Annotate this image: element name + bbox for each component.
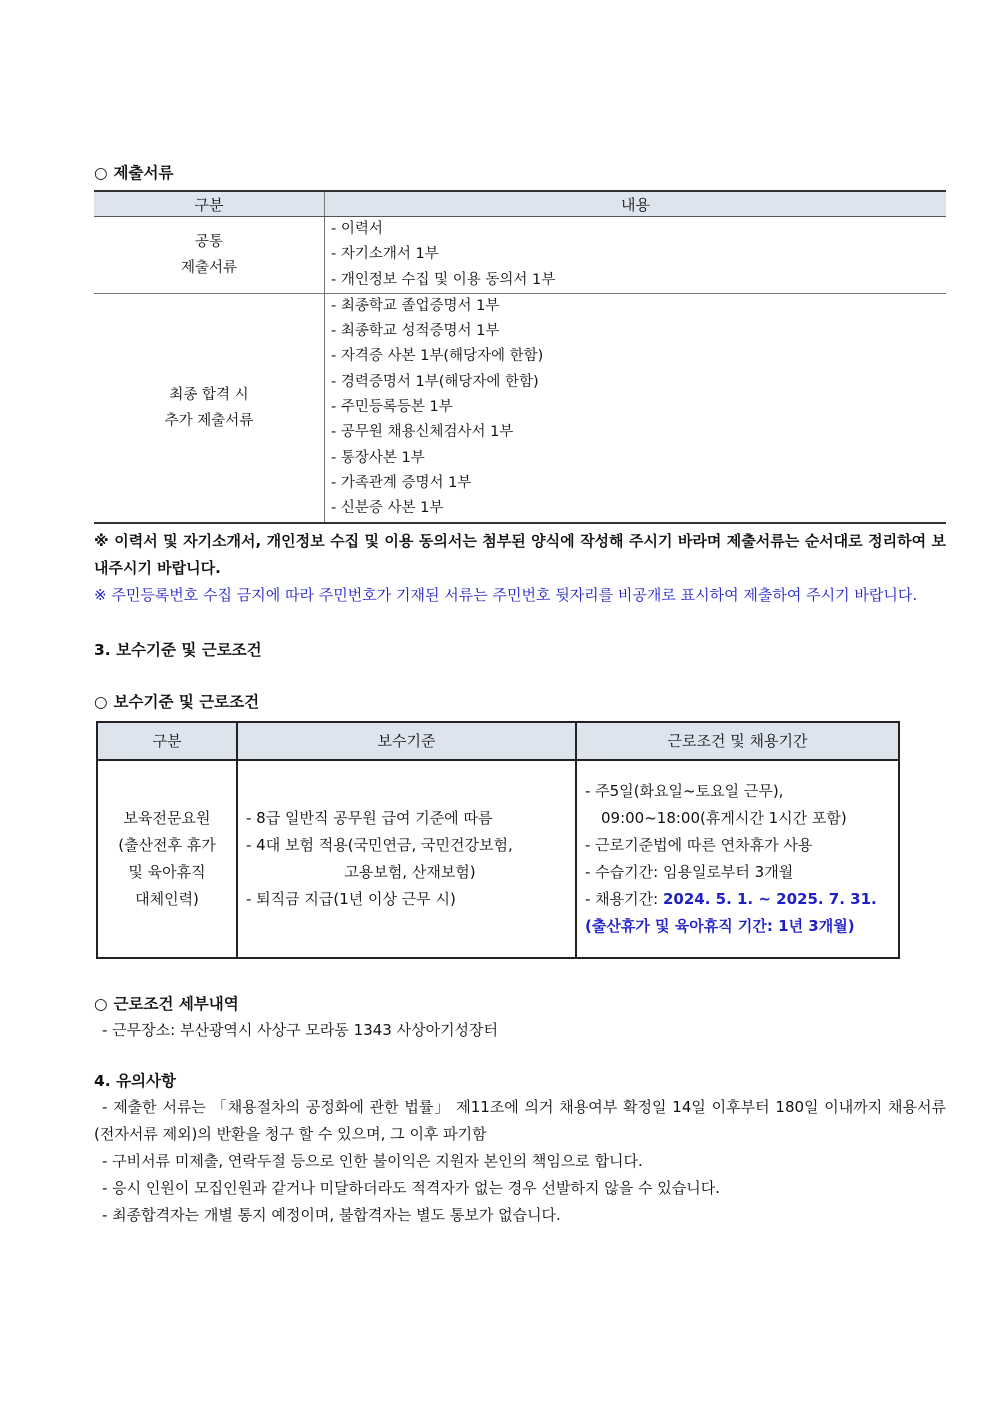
list-item: - 최종학교 졸업증명서 1부 — [331, 297, 500, 314]
period-note: (출산휴가 및 육아휴직 기간: 1년 3개월) — [585, 916, 855, 935]
condition-line: - 주5일(화요일~토요일 근무), — [585, 781, 784, 800]
table-header: 내용 — [325, 191, 947, 217]
submission-documents-table — [94, 190, 946, 524]
category-line: 보육전문요원 — [123, 808, 211, 827]
list-item: - 구비서류 미제출, 연락두절 등으로 인한 불이익은 지원자 본인의 책임으로 합니다. — [102, 1151, 643, 1170]
condition-line: - 근로기준법에 따른 연차휴가 사용 — [585, 835, 813, 854]
pay-line: - 8급 일반직 공무원 급여 기준에 따름 — [246, 808, 493, 827]
work-place: - 근무장소: 부산광역시 사상구 모라동 1343 사상아기성장터 — [102, 1020, 499, 1039]
period-value: 2024. 5. 1. ~ 2025. 7. 31. — [662, 889, 877, 908]
category-cell — [94, 293, 325, 522]
table-header: 구분 — [97, 722, 237, 760]
category-cell — [97, 760, 237, 958]
list-item: - 주민등록등본 1부 — [331, 399, 453, 416]
list-item: - 개인정보 수집 및 이용 동의서 1부 — [331, 271, 556, 288]
category-line: (출산전후 휴가 — [118, 835, 216, 854]
section-submission-heading — [94, 160, 946, 186]
list-item: - 경력증명서 1부(해당자에 한함) — [331, 373, 539, 390]
list-item: - 자격증 사본 1부(해당자에 한함) — [331, 348, 544, 365]
document-page — [94, 160, 946, 1229]
list-item: - 신분증 사본 1부 — [331, 500, 444, 517]
note-blue: ※ 주민등록번호 수집 금지에 따라 주민번호가 기재된 서류는 주민번호 뒷자리를 비공개로 표시하여 제출하여 주시기 바랍니다. — [94, 585, 918, 604]
list-item: - 통장사본 1부 — [331, 449, 425, 466]
category-line: 대체인력) — [135, 889, 199, 908]
table-header: 보수기준 — [237, 722, 576, 760]
section-3-heading: 3. 보수기준 및 근로조건 — [94, 640, 262, 659]
section-work-heading — [94, 991, 946, 1017]
section-pay-heading — [94, 689, 946, 715]
list-item: - 응시 인원이 모집인원과 같거나 미달하더라도 적격자가 없는 경우 선발하지 않을 수 있습니다. — [102, 1178, 721, 1197]
section-title: 근로조건 세부내역 — [113, 994, 239, 1013]
condition-line: - 수습기간: 임용일로부터 3개월 — [585, 862, 794, 881]
pay-conditions-table — [96, 721, 900, 959]
items-cell — [325, 217, 947, 294]
condition-line: 09:00~18:00(휴게시간 1시간 포함) — [601, 808, 847, 827]
list-item: - 가족관계 증명서 1부 — [331, 474, 472, 491]
category-line: 및 육아휴직 — [128, 862, 206, 881]
pay-line: 고용보험, 산재보험) — [344, 862, 476, 881]
category-line: 제출서류 — [180, 259, 238, 276]
category-cell — [94, 217, 325, 294]
table-row — [94, 293, 946, 522]
list-item — [94, 1094, 946, 1148]
items-cell — [325, 293, 947, 522]
section-4-heading: 4. 유의사항 — [94, 1071, 176, 1090]
circle-bullet-icon: ○ — [94, 164, 108, 182]
table-header: 근로조건 및 채용기간 — [576, 722, 899, 760]
pay-line: - 퇴직금 지급(1년 이상 근무 시) — [246, 889, 456, 908]
section-title: 보수기준 및 근로조건 — [113, 692, 260, 711]
circle-bullet-icon: ○ — [94, 994, 108, 1013]
category-line: 공통 — [194, 233, 223, 250]
section-title: 제출서류 — [113, 164, 174, 182]
notice-text: - 제출한 서류는 「채용절차의 공정화에 관한 법률」 제11조에 의거 채용여부 확정일 14일 이후부터 180일 이내까지 채용서류(전자서류 제외)의 반환을 청구 할 수 있으며, 그 이후 파기함 — [94, 1097, 946, 1143]
list-item: - 이력서 — [331, 221, 383, 237]
pay-line: - 4대 보험 적용(국민연금, 국민건강보험, — [246, 835, 513, 854]
table-row — [97, 760, 899, 958]
period-label: - 채용기간: — [585, 889, 663, 908]
table-row — [94, 217, 946, 294]
list-item: - 최종학교 성적증명서 1부 — [331, 323, 500, 340]
period-line — [585, 886, 897, 913]
list-item: - 자기소개서 1부 — [331, 246, 439, 263]
circle-bullet-icon: ○ — [94, 692, 108, 711]
pay-cell — [237, 760, 576, 958]
conditions-cell — [576, 760, 899, 958]
category-line: 추가 제출서류 — [164, 412, 254, 429]
note-bold: ※ 이력서 및 자기소개서, 개인정보 수집 및 이용 동의서는 첨부된 양식에 작성해 주시기 바라며 제출서류는 순서대로 정리하여 보내주시기 바랍니다. — [94, 531, 946, 577]
table-header: 구분 — [94, 191, 325, 217]
list-item: - 최종합격자는 개별 통지 예정이며, 불합격자는 별도 통보가 없습니다. — [102, 1205, 561, 1224]
category-line: 최종 합격 시 — [169, 386, 249, 403]
list-item: - 공무원 채용신체검사서 1부 — [331, 424, 514, 441]
